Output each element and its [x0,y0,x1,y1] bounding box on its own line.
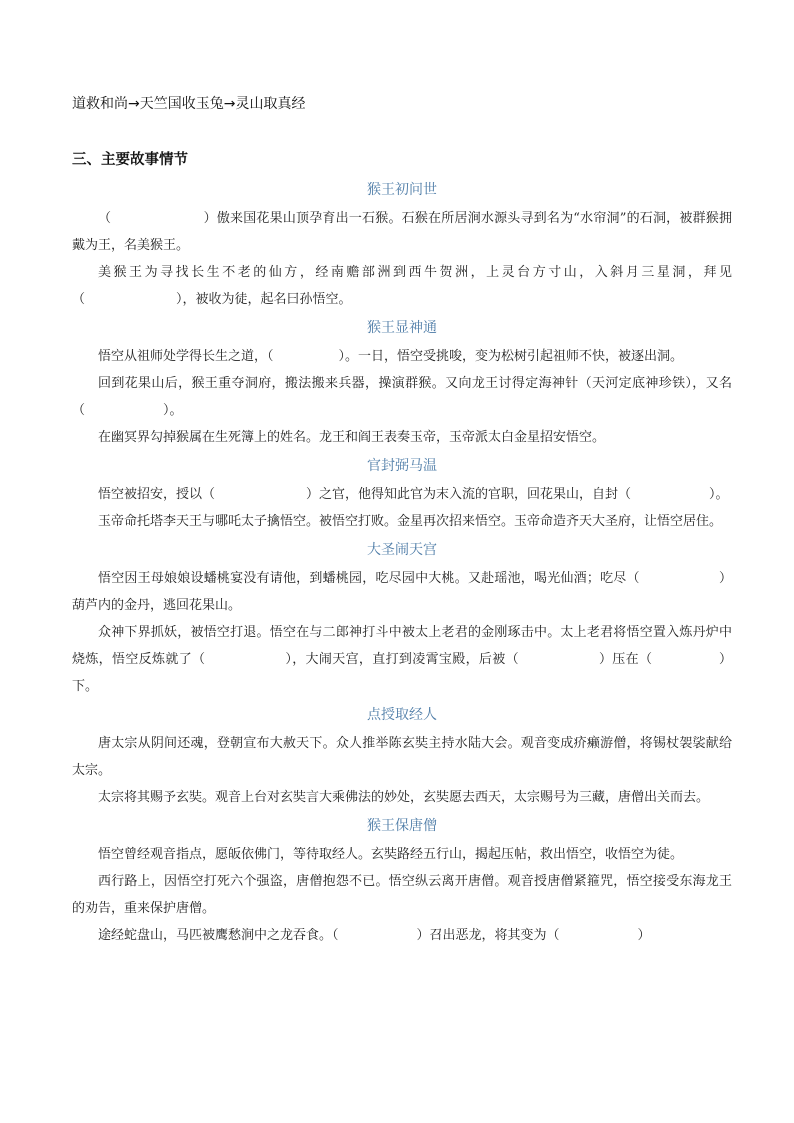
heading-pilgrim-chosen: 点授取经人 [367,707,437,723]
heading-havoc-heaven: 大圣闹天宫 [367,542,437,558]
heading-show-powers: 猴王显神通 [367,320,437,336]
heading-protect-tang-monk: 猴王保唐僧 [367,818,437,834]
paragraph: 美猴王为寻找长生不老的仙方，经南赡部洲到西牛贺洲，上灵台方寸山，入斜月三星洞，拜见（ ），被收为徒，起名曰孙悟空。 [72,265,732,307]
route-line: 道救和尚→天竺国收玉兔→灵山取真经 [72,96,306,112]
paragraph: 玉帝命托塔李天王与哪吒太子擒悟空。被悟空打败。金星再次招来悟空。玉帝命造齐天大圣府，让悟空居住。 [98,514,723,529]
paragraph: 悟空因王母娘娘设蟠桃宴没有请他，到蟠桃园，吃尽园中大桃。又赴瑶池，喝光仙酒；吃尽（ ）葫芦内的金丹，逃回花果山。 [72,571,732,613]
paragraph: 悟空被招安，授以（ ）之官，他得知此官为末入流的官职，回花果山，自封（ ）。 [98,487,729,502]
heading-monkey-birth: 猴王初问世 [367,182,437,198]
section-title: 三、主要故事情节 [72,152,188,168]
paragraph: 唐太宗从阴间还魂，登朝宣布大赦天下。众人推举陈玄奘主持水陆大会。观音变成疥癞游僧，将锡杖袈裟献给太宗。 [72,736,732,778]
paragraph: 悟空曾经观音指点，愿皈依佛门，等待取经人。玄奘路经五行山，揭起压帖，救出悟空，收悟空为徒。 [98,847,684,862]
paragraph: 众神下界抓妖，被悟空打退。悟空在与二郎神打斗中被太上老君的金刚琢击中。太上老君将悟空置入炼丹炉中烧炼，悟空反炼就了（ ），大闹天宫，直打到凌霄宝殿，后被（ ）压在（ ）下。 [72,625,732,694]
paragraph: 在幽冥界勾掉猴属在生死簿上的姓名。龙王和阎王表奏玉帝，玉帝派太白金星招安悟空。 [98,430,606,445]
paragraph: 悟空从祖师处学得长生之道，（ ）。一日，悟空受挑唆，变为松树引起祖师不快，被逐出洞。 [98,349,684,364]
heading-bimawen: 官封弼马温 [367,458,437,474]
story-content [72,175,732,949]
paragraph: 太宗将其赐予玄奘。观音上台对玄奘言大乘佛法的妙处，玄奘愿去西天，太宗赐号为三藏，唐僧出关而去。 [98,790,710,805]
paragraph: 途经蛇盘山，马匹被鹰愁涧中之龙吞食。（ ）召出恶龙，将其变为（ ） [98,928,651,943]
paragraph: 回到花果山后，猴王重夺洞府，搬法搬来兵器，操演群猴。又向龙王讨得定海神针（天河定底神珍铁），又名（ ）。 [72,376,732,418]
paragraph: 西行路上，因悟空打死六个强盗，唐僧抱怨不已。悟空纵云离开唐僧。观音授唐僧紧箍咒，悟空接受东海龙王的劝告，重来保护唐僧。 [72,874,732,916]
paragraph: （ ）傲来国花果山顶孕育出一石猴。石猴在所居涧水源头寻到名为“水帘洞”的石洞，被群猴拥戴为王，名美猴王。 [72,211,732,253]
